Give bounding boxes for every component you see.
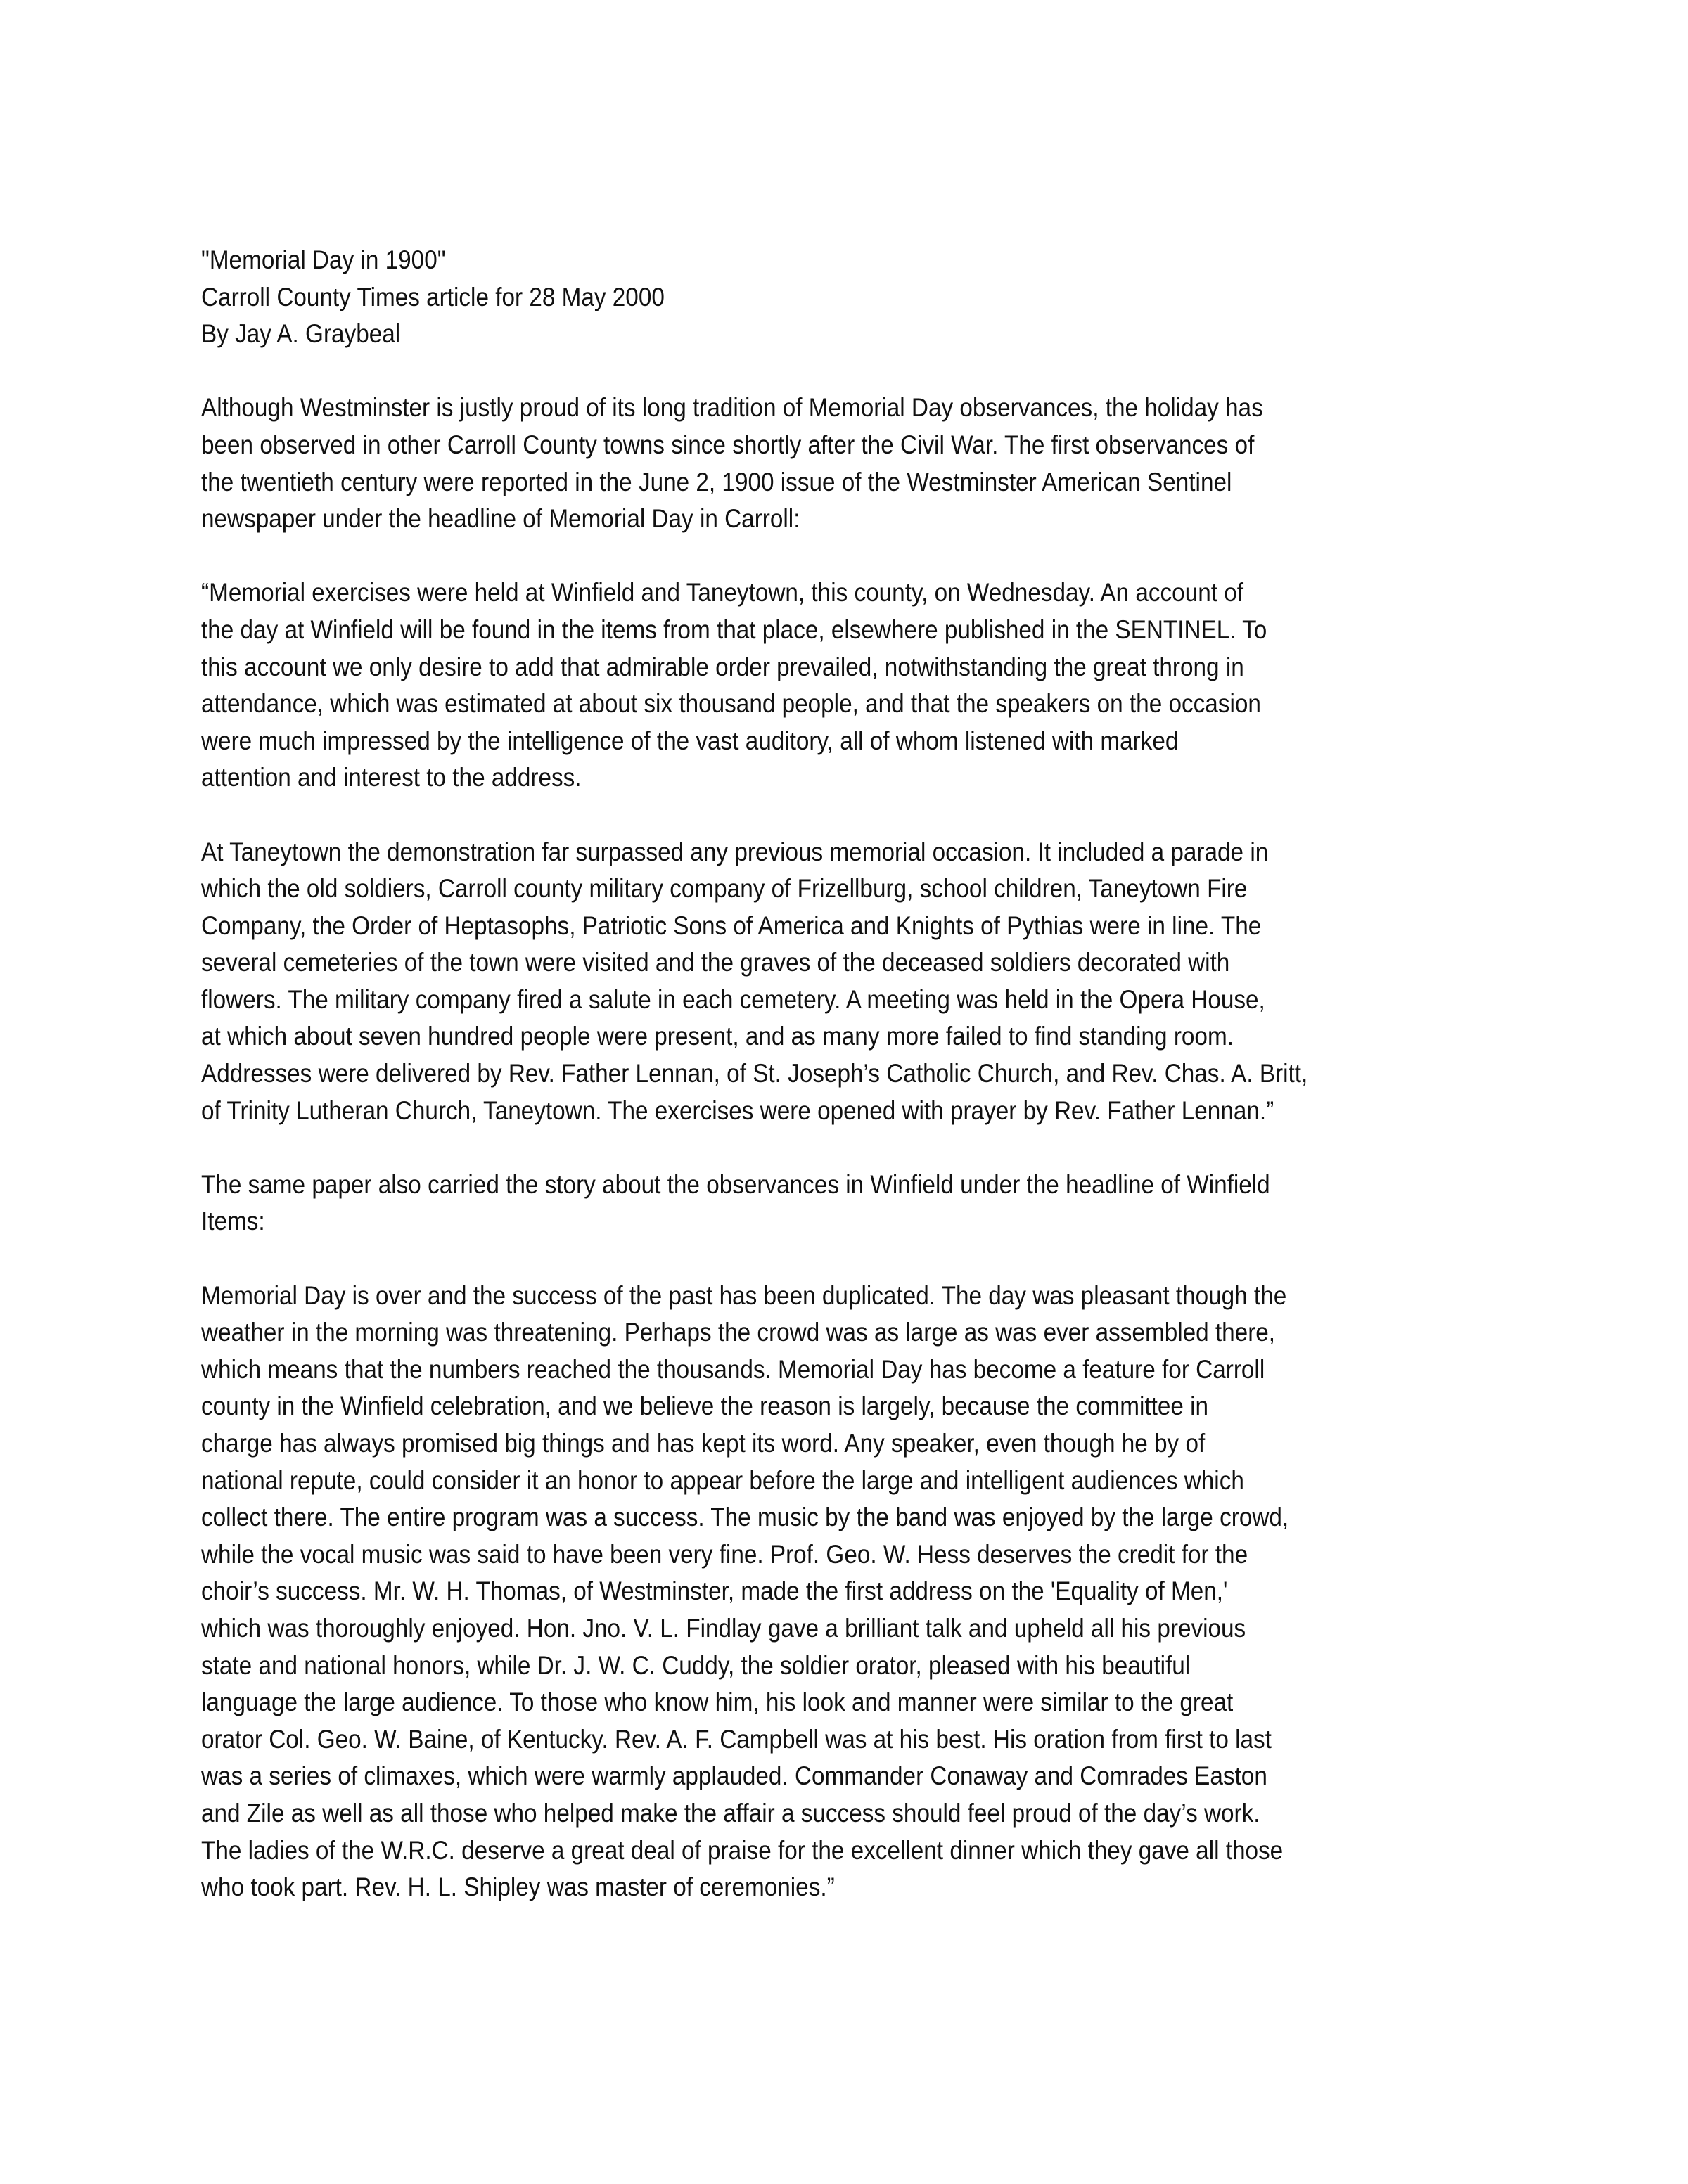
text-line: Carroll County Times article for 28 May 2000 [201,282,665,311]
text-line: Company, the Order of Heptasophs, Patriotic Sons of America and Knights of Pythias were in line. The [201,911,1262,940]
text-line: The ladies of the W.R.C. deserve a great deal of praise for the excellent dinner which they gave all those [201,1835,1284,1865]
text-line: while the vocal music was said to have been very fine. Prof. Geo. W. Hess deserves the credit for the [201,1539,1248,1569]
text-line: flowers. The military company fired a salute in each cemetery. A meeting was held in the Opera House, [201,984,1265,1014]
text-line: weather in the morning was threatening. Perhaps the crowd was as large as was ever assembled there, [201,1318,1276,1347]
body-paragraph [201,390,1537,537]
text-line: which was thoroughly enjoyed. Hon. Jno. V. L. Findlay gave a brilliant talk and upheld all his previous [201,1613,1246,1643]
document-page [201,242,1537,1943]
text-line: By Jay A. Graybeal [201,319,401,349]
text-line: county in the Winfield celebration, and we believe the reason is largely, because the committee in [201,1392,1209,1421]
text-line: "Memorial Day in 1900" [201,245,446,274]
text-line: was a series of climaxes, which were warmly applauded. Commander Conaway and Comrades Easton [201,1761,1267,1791]
text-line: language the large audience. To those who know him, his look and manner were similar to the great [201,1688,1234,1717]
text-line: state and national honors, while Dr. J. W. C. Cuddy, the soldier orator, pleased with his beautiful [201,1650,1191,1680]
text-line: orator Col. Geo. W. Baine, of Kentucky. Rev. A. F. Campbell was at his best. His oration from first to last [201,1724,1272,1754]
text-line: which the old soldiers, Carroll county military company of Frizellburg, school children, Taneytown Fire [201,874,1248,904]
text-line: Memorial Day is over and the success of the past has been duplicated. The day was pleasant though the [201,1280,1287,1310]
text-line: the twentieth century were reported in the June 2, 1900 issue of the Westminster American Sentinel [201,467,1232,496]
text-line: “Memorial exercises were held at Winfield and Taneytown, this county, on Wednesday. An account of [201,578,1244,608]
text-line: attention and interest to the address. [201,763,582,792]
text-line: newspaper under the headline of Memorial Day in Carroll: [201,504,800,534]
text-line: attendance, which was estimated at about six thousand people, and that the speakers on the occasion [201,689,1261,719]
text-line: Items: [201,1207,265,1236]
text-line: charge has always promised big things and has kept its word. Any speaker, even though he by of [201,1429,1206,1458]
text-line: At Taneytown the demonstration far surpassed any previous memorial occasion. It included a parade in [201,837,1269,866]
text-line: national repute, could consider it an honor to appear before the large and intelligent audiences which [201,1465,1244,1495]
body-paragraph [201,574,1537,797]
body-paragraph [201,1278,1537,1906]
text-line: and Zile as well as all those who helped make the affair a success should feel proud of the day’s work. [201,1798,1260,1828]
text-line: this account we only desire to add that admirable order prevailed, notwithstanding the great throng in [201,652,1244,681]
text-line: who took part. Rev. H. L. Shipley was master of ceremonies.” [201,1873,835,1902]
text-line: choir’s success. Mr. W. H. Thomas, of Westminster, made the first address on the 'Equality of Men,' [201,1576,1228,1606]
body-paragraph [201,834,1537,1130]
text-line: of Trinity Lutheran Church, Taneytown. The exercises were opened with prayer by Rev. Father Lennan.” [201,1096,1274,1125]
text-line: which means that the numbers reached the thousands. Memorial Day has become a feature for Carroll [201,1354,1265,1384]
article-header [201,242,1537,353]
body-paragraph [201,1167,1537,1240]
text-line: Although Westminster is justly proud of its long tradition of Memorial Day observances, the holiday has [201,393,1263,423]
text-line: been observed in other Carroll County towns since shortly after the Civil War. The first observances of [201,430,1255,459]
text-line: the day at Winfield will be found in the items from that place, elsewhere published in the SENTINEL. To [201,615,1267,644]
text-line: were much impressed by the intelligence of the vast auditory, all of whom listened with marked [201,726,1179,755]
text-line: at which about seven hundred people were present, and as many more failed to find standing room. [201,1022,1234,1051]
text-line: collect there. The entire program was a success. The music by the band was enjoyed by the large crowd, [201,1503,1289,1532]
text-line: several cemeteries of the town were visited and the graves of the deceased soldiers decorated with [201,948,1230,977]
text-line: The same paper also carried the story about the observances in Winfield under the headline of Winfield [201,1169,1270,1199]
text-line: Addresses were delivered by Rev. Father Lennan, of St. Joseph’s Catholic Church, and Rev. Chas. A. Britt, [201,1059,1308,1088]
